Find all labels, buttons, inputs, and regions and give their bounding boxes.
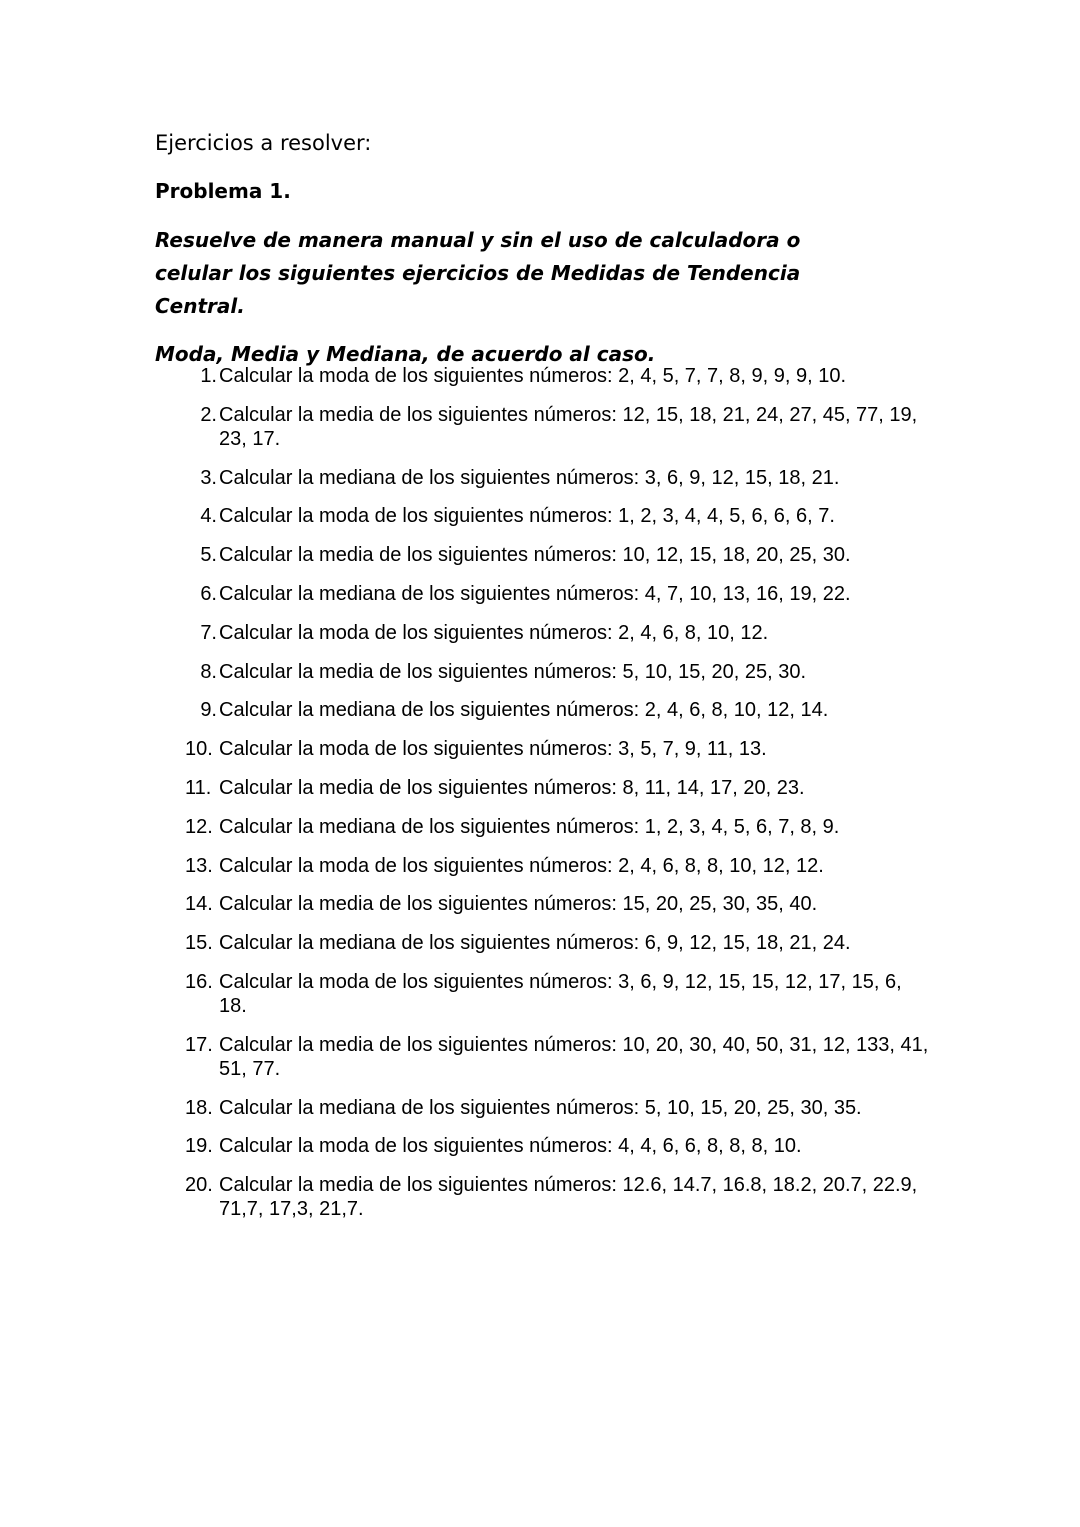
exercise-item	[185, 698, 945, 722]
exercise-item	[185, 621, 945, 645]
exercise-number: 15.	[185, 932, 213, 955]
exercise-item	[185, 1134, 945, 1158]
exercise-number: 1.	[200, 365, 217, 387]
exercise-number: 16.	[185, 970, 213, 993]
exercise-text: Calcular la mediana de los siguientes números: 4, 7, 10, 13, 16, 19, 22.	[219, 582, 851, 605]
exercise-number: 11.	[185, 776, 212, 799]
exercise-number: 9.	[200, 699, 217, 722]
exercise-item	[185, 364, 945, 388]
exercise-number: 4.	[200, 505, 217, 528]
exercise-text: Calcular la media de los siguientes números: 12.6, 14.7, 16.8, 18.2, 20.7, 22.9, 71,7, 17,3, 21,7.	[219, 1174, 918, 1221]
exercise-number: 7.	[200, 621, 217, 644]
exercise-number: 13.	[185, 854, 213, 877]
exercise-number: 2.	[200, 403, 217, 426]
exercise-list	[185, 364, 945, 1236]
subtitle-text: Moda, Media y Mediana, de acuerdo al caso.	[155, 342, 656, 366]
exercise-number: 19.	[185, 1135, 213, 1158]
exercise-number: 5.	[200, 544, 217, 567]
exercise-item	[185, 504, 945, 528]
instruction-text: Resuelve de manera manual y sin el uso de calculadora o celular los siguientes ejercicios de Medidas de Tendencia Central.	[155, 228, 801, 318]
exercise-text: Calcular la media de los siguientes números: 8, 11, 14, 17, 20, 23.	[219, 776, 805, 799]
exercise-text: Calcular la media de los siguientes números: 12, 15, 18, 21, 24, 27, 45, 77, 19, 23, 17.	[219, 403, 918, 450]
exercise-item	[185, 892, 945, 916]
exercise-number: 18.	[185, 1096, 213, 1119]
exercise-number: 6.	[200, 582, 217, 605]
exercise-text: Calcular la mediana de los siguientes números: 1, 2, 3, 4, 5, 6, 7, 8, 9.	[219, 815, 840, 838]
exercise-text: Calcular la moda de los siguientes números: 1, 2, 3, 4, 4, 5, 6, 6, 6, 7.	[219, 505, 835, 528]
exercise-number: 12.	[185, 815, 213, 838]
exercise-number: 8.	[200, 660, 217, 683]
exercise-item	[185, 543, 945, 567]
exercise-item	[185, 582, 945, 606]
exercise-text: Calcular la moda de los siguientes números: 2, 4, 6, 8, 10, 12.	[219, 621, 769, 644]
exercise-text: Calcular la mediana de los siguientes números: 3, 6, 9, 12, 15, 18, 21.	[219, 466, 840, 489]
exercise-text: Calcular la media de los siguientes números: 10, 20, 30, 40, 50, 31, 12, 133, 41, 51, 77.	[219, 1033, 929, 1080]
exercise-item	[185, 815, 945, 839]
exercise-number: 17.	[185, 1033, 213, 1056]
exercise-item	[185, 970, 945, 1018]
problem-title: Problema 1.	[155, 179, 291, 203]
exercise-text: Calcular la moda de los siguientes números: 3, 6, 9, 12, 15, 15, 12, 17, 15, 6, 18.	[219, 970, 902, 1017]
exercise-number: 14.	[185, 893, 213, 916]
exercise-item	[185, 403, 945, 451]
exercise-item	[185, 854, 945, 878]
exercise-number: 3.	[200, 466, 217, 489]
exercise-number: 20.	[185, 1174, 213, 1197]
document-intro	[155, 128, 955, 369]
exercise-text: Calcular la moda de los siguientes números: 2, 4, 6, 8, 8, 10, 12, 12.	[219, 854, 824, 877]
exercise-item	[185, 931, 945, 955]
exercise-text: Calcular la mediana de los siguientes números: 2, 4, 6, 8, 10, 12, 14.	[219, 699, 829, 722]
exercise-item	[185, 1033, 945, 1081]
exercise-item	[185, 776, 945, 800]
exercise-text: Calcular la moda de los siguientes números: 2, 4, 5, 7, 7, 8, 9, 9, 9, 10.	[219, 365, 847, 387]
exercise-text: Calcular la media de los siguientes números: 10, 12, 15, 18, 20, 25, 30.	[219, 544, 851, 567]
exercise-number: 10.	[185, 738, 213, 761]
exercise-text: Calcular la moda de los siguientes números: 3, 5, 7, 9, 11, 13.	[219, 738, 767, 761]
exercise-item	[185, 1173, 945, 1221]
exercise-item	[185, 1096, 945, 1120]
exercise-text: Calcular la mediana de los siguientes números: 6, 9, 12, 15, 18, 21, 24.	[219, 932, 851, 955]
document-heading: Ejercicios a resolver:	[155, 131, 372, 155]
exercise-item	[185, 737, 945, 761]
exercise-item	[185, 660, 945, 684]
exercise-text: Calcular la media de los siguientes números: 5, 10, 15, 20, 25, 30.	[219, 660, 807, 683]
exercise-text: Calcular la mediana de los siguientes números: 5, 10, 15, 20, 25, 30, 35.	[219, 1096, 862, 1119]
exercise-text: Calcular la media de los siguientes números: 15, 20, 25, 30, 35, 40.	[219, 893, 818, 916]
exercise-item	[185, 466, 945, 490]
exercise-text: Calcular la moda de los siguientes números: 4, 4, 6, 6, 8, 8, 8, 10.	[219, 1135, 802, 1158]
